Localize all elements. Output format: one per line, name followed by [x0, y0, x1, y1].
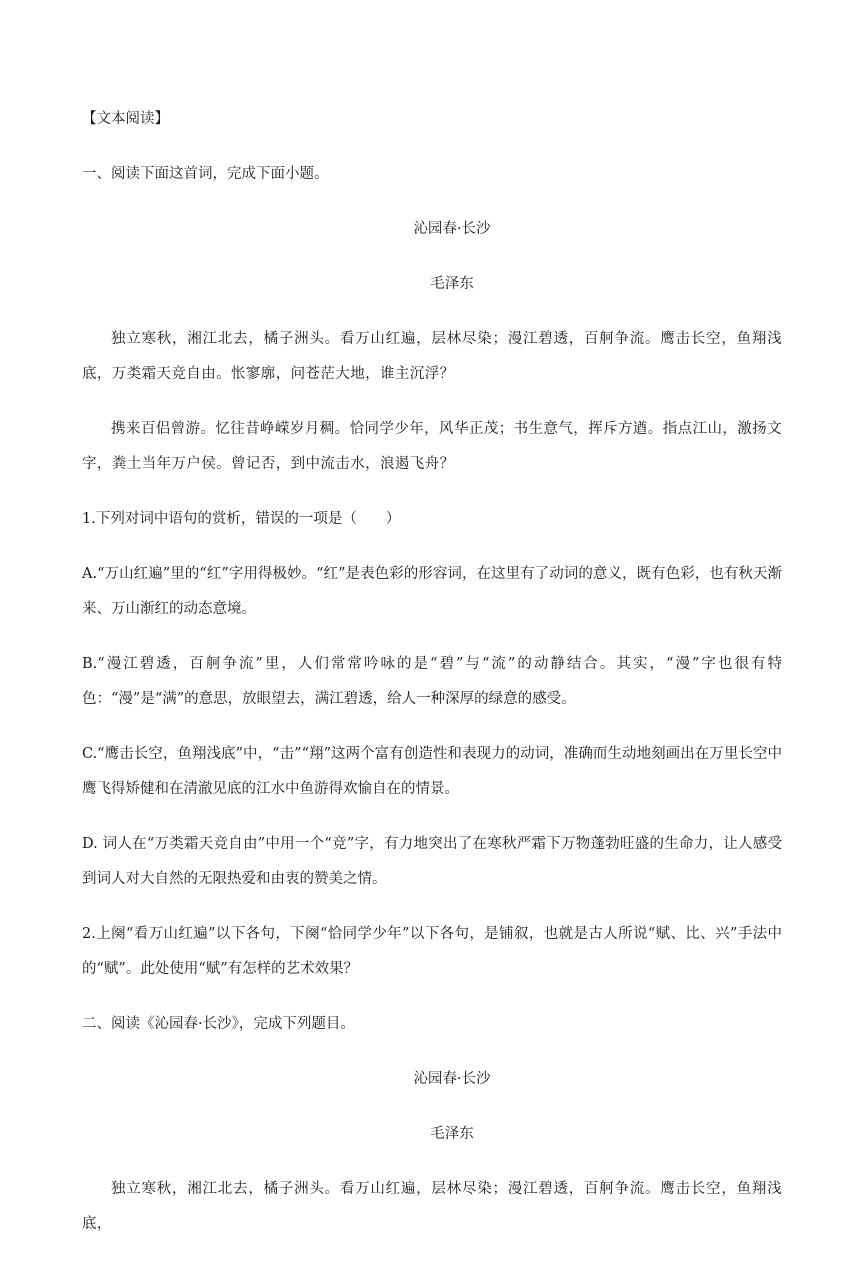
question-1-option-c: C.“鹰击长空，鱼翔浅底”中，“击”“翔”这两个富有创造性和表现力的动词，准确而生动地刻画出在万里长空中鹰飞得矫健和在清澈见底的江水中鱼游得欢愉自在的情景。 [82, 746, 782, 797]
part1-poem-author: 毛泽东 [430, 276, 474, 292]
part2-instruction: 二、阅读《沁园春·长沙》，完成下列题目。 [82, 1016, 355, 1032]
question-1-stem: 1.下列对词中语句的赏析，错误的一项是（ ） [82, 511, 401, 527]
question-1-option-d: D. 词人在“万类霜天竞自由”中用一个“竞”字，有力地突出了在寒秋严霜下万物蓬勃旺盛的生命力，让人感受到词人对大自然的无限热爱和由衷的赞美之情。 [82, 836, 782, 887]
part2-poem-title: 沁园春·长沙 [413, 1071, 491, 1087]
part1-poem-title: 沁园春·长沙 [413, 221, 491, 237]
part2-stanza-1: 独立寒秋，湘江北去，橘子洲头。看万山红遍，层林尽染；漫江碧透，百舸争流。鹰击长空，鱼翔浅底， [82, 1181, 782, 1232]
question-1-option-a: A.“万山红遍”里的“红”字用得极妙。“红”是表色彩的形容词，在这里有了动词的意义，既有色彩，也有秋天渐来、万山渐红的动态意境。 [82, 566, 782, 617]
part2-poem-author: 毛泽东 [430, 1126, 474, 1142]
question-2-stem: 2.上阕“看万山红遍”以下各句，下阕“恰同学少年”以下各句，是铺叙，也就是古人所说“赋、比、兴”手法中的“赋”。此处使用“赋”有怎样的艺术效果？ [82, 926, 782, 977]
section-header: 【文本阅读】 [82, 111, 169, 127]
question-1-option-b: B.“漫江碧透，百舸争流”里，人们常常吟咏的是“碧”与“流”的动静结合。其实，“漫”字也很有特色：“漫”是“满”的意思，放眼望去，满江碧透，给人一种深厚的绿意的感受。 [82, 656, 782, 707]
part1-stanza-2: 携来百侣曾游。忆往昔峥嵘岁月稠。恰同学少年，风华正茂；书生意气，挥斥方遒。指点江山，激扬文字，粪土当年万户侯。曾记否，到中流击水，浪遏飞舟？ [82, 421, 782, 472]
part1-instruction: 一、阅读下面这首词，完成下面小题。 [82, 166, 329, 182]
document-page [82, 102, 782, 1262]
part1-stanza-1: 独立寒秋，湘江北去，橘子洲头。看万山红遍，层林尽染；漫江碧透，百舸争流。鹰击长空，鱼翔浅底，万类霜天竞自由。怅寥廓，问苍茫大地，谁主沉浮？ [82, 331, 782, 382]
